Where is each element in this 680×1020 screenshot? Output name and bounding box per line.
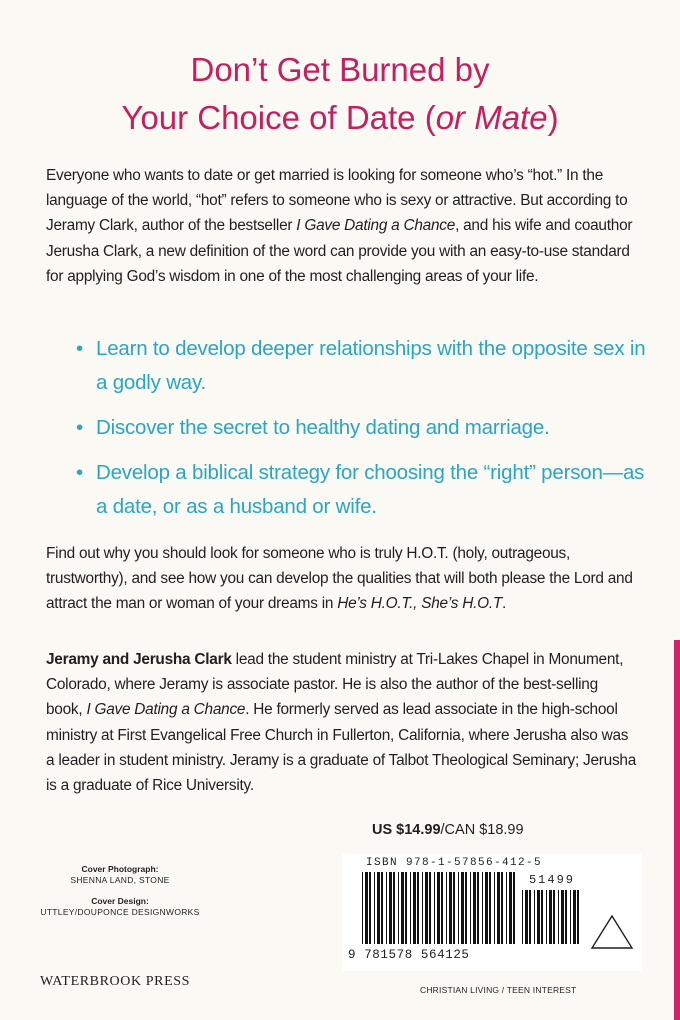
category-label: CHRISTIAN LIVING / TEEN INTEREST: [420, 985, 577, 995]
bullet-item: • Develop a biblical strategy for choosing the “right” person—as a date, or as a husband or wife.: [76, 456, 646, 524]
barcode-bar: [553, 890, 555, 944]
barcode-bar: [405, 872, 407, 944]
barcode-bar: [494, 872, 495, 944]
barcode-bar: [389, 872, 392, 944]
barcode-bar: [470, 872, 471, 944]
price-addon-digits: 51499: [528, 873, 575, 887]
barcode-bar: [501, 872, 503, 944]
barcode-bar: [449, 872, 452, 944]
barcode-bar: [513, 872, 515, 944]
barcode-bar: [537, 890, 540, 944]
edge-accent-stripe: [674, 640, 680, 1020]
barcode-bar: [374, 872, 375, 944]
barcode-bar: [577, 890, 579, 944]
outro-paragraph: Find out why you should look for someone who is truly H.O.T. (holy, outrageous, trustworthy), and see how you can develop the qualities that will both please the Lord and attract the man or woman of your dreams in He’s H.O.T., She’s H.O.T.: [46, 545, 633, 613]
ean-digits: 9 781578 564125: [348, 948, 470, 962]
barcode-bar: [485, 872, 488, 944]
photo-credit-value: SHENNA LAND, STONE: [70, 875, 170, 885]
intro-paragraph: Everyone who wants to date or get married is looking for someone who’s “hot.” In the language of the world, “hot” refers to someone who is sexy or attractive. But according to Jeramy Clark, author of the bestseller I Gave Dating a Chance, and his wife and coauthor Jerusha Clark, a new definition of the word can provide you with an easy-to-use standard for applying God’s wisdom in one of the most challenging areas of your life.: [46, 167, 633, 285]
author-bio: Jeramy and Jerusha Clark lead the student ministry at Tri-Lakes Chapel in Monument, Colorado, where Jeramy is associate pastor. He is also the author of the best-selling book, I Gave Dating a Chance. He formerly served as lead associate in the high-school ministry at First Evangelical Free Church in Fullerton, California, where Jerusha also was a leader in student ministry. Jeramy is a graduate of Talbot Theological Seminary; Jerusha is a graduate of Rice University.: [46, 651, 637, 795]
barcode-bar: [489, 872, 491, 944]
isbn-text: ISBN 978-1-57856-412-5: [366, 857, 543, 869]
ean-barcode: [362, 872, 518, 944]
barcode-bar: [473, 872, 476, 944]
barcode-bar: [425, 872, 428, 944]
barcode-bar: [362, 872, 363, 944]
book-title: He’s H.O.T., She’s H.O.T: [337, 595, 502, 613]
barcode-bar: [482, 872, 483, 944]
barcode-bar: [422, 872, 423, 944]
headline: [0, 46, 680, 142]
barcode-bar: [573, 890, 576, 944]
barcode-bar: [369, 872, 371, 944]
barcode-bar: [541, 890, 543, 944]
barcode-bar: [465, 872, 467, 944]
photo-credit-label: Cover Photograph:: [81, 864, 159, 874]
barcode-bar: [506, 872, 507, 944]
bullet-item: • Learn to develop deeper relationships with the opposite sex in a godly way.: [76, 332, 646, 400]
barcode-bar: [570, 890, 571, 944]
triangle-icon: [590, 914, 634, 950]
barcode-bar: [393, 872, 395, 944]
price-can: /CAN $18.99: [440, 822, 524, 838]
barcode-bar: [446, 872, 447, 944]
barcode-bar: [434, 872, 435, 944]
barcode-bar: [558, 890, 559, 944]
barcode-bar: [461, 872, 464, 944]
barcode-bar: [534, 890, 535, 944]
barcode-bar: [497, 872, 500, 944]
barcode-bar: [546, 890, 547, 944]
barcode-bar: [453, 872, 455, 944]
barcode-bar: [417, 872, 419, 944]
barcode-bar: [413, 872, 416, 944]
publisher-logo: WATERBROOK PRESS: [40, 974, 191, 989]
headline-line-1: Don’t Get Burned by: [190, 51, 490, 88]
barcode-bar: [525, 890, 528, 944]
barcode-bar: [522, 890, 523, 944]
price-us: US $14.99: [372, 822, 441, 838]
barcode-bar: [477, 872, 479, 944]
barcode-bar: [549, 890, 552, 944]
barcode-bar: [565, 890, 567, 944]
price-label: [372, 822, 524, 838]
barcode-bar: [429, 872, 431, 944]
addon-barcode: [522, 890, 582, 944]
feature-bullet-list: [76, 332, 646, 535]
cover-credits: [20, 864, 220, 928]
book-title: I Gave Dating a Chance: [296, 217, 456, 235]
barcode-bar: [441, 872, 443, 944]
barcode-bar: [458, 872, 459, 944]
book-title: I Gave Dating a Chance: [86, 701, 246, 719]
barcode-bar: [386, 872, 387, 944]
barcode-bar: [410, 872, 411, 944]
design-credit-value: UTTLEY/DOUPONCE DESIGNWORKS: [40, 907, 200, 917]
barcode-bar: [381, 872, 383, 944]
barcode-block: [342, 854, 642, 971]
barcode-bar: [401, 872, 404, 944]
headline-line-2: Your Choice of Date (or Mate): [121, 99, 559, 136]
barcode-bar: [437, 872, 440, 944]
bullet-item: • Discover the secret to healthy dating and marriage.: [76, 411, 646, 445]
barcode-bar: [398, 872, 399, 944]
design-credit-label: Cover Design:: [91, 896, 149, 906]
barcode-bar: [529, 890, 531, 944]
barcode-bar: [509, 872, 512, 944]
barcode-bar: [561, 890, 564, 944]
author-names: Jeramy and Jerusha Clark: [46, 651, 232, 668]
barcode-bar: [365, 872, 368, 944]
barcode-bar: [377, 872, 380, 944]
